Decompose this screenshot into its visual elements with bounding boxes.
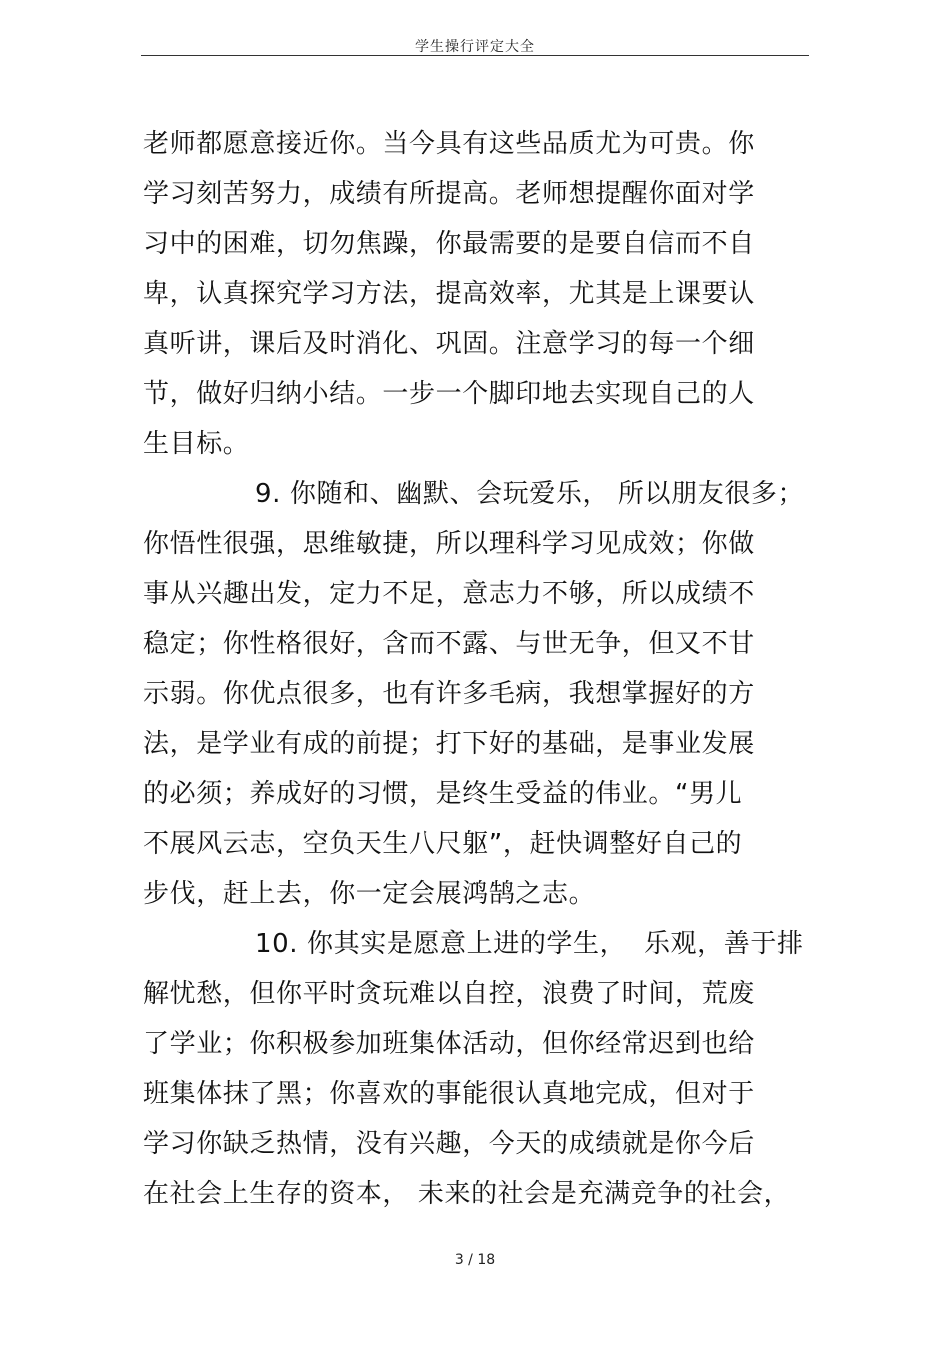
page-number: 3 / 18 — [454, 1252, 496, 1268]
text-line-3: 习中的困难，切勿焦躁，你最需要的是要自信而不自 — [143, 229, 755, 259]
text-line-4: 卑，认真探究学习方法，提高效率，尤其是上课要认 — [143, 279, 755, 309]
text-line-1: 老师都愿意接近你。当今具有这些品质尤为可贵。你 — [143, 129, 755, 159]
text-line-20: 班集体抹了黑；你喜欢的事能很认真地完成，但对于 — [143, 1079, 755, 1109]
paragraph-10-start: 10. 你其实是愿意上进的学生， 乐观，善于排 — [255, 929, 804, 959]
text-line-13: 法，是学业有成的前提；打下好的基础，是事业发展 — [143, 729, 755, 759]
text-line-18: 解忧愁，但你平时贪玩难以自控，浪费了时间，荒废 — [143, 979, 755, 1009]
text-line-7: 生目标。 — [143, 429, 250, 459]
text-line-19: 了学业；你积极参加班集体活动，但你经常迟到也给 — [143, 1029, 755, 1059]
text-line-11: 稳定；你性格很好，含而不露、与世无争，但又不甘 — [143, 629, 755, 659]
text-line-6: 节，做好归纳小结。一步一个脚印地去实现自己的人 — [143, 379, 755, 409]
document-body — [143, 119, 823, 1219]
text-line-22: 在社会上生存的资本， 未来的社会是充满竞争的社会， — [143, 1179, 791, 1209]
text-line-16: 步伐，赶上去，你一定会展鸿鹄之志。 — [143, 879, 596, 909]
paragraph-9-start: 9. 你随和、幽默、会玩爱乐， 所以朋友很多； — [255, 479, 805, 509]
text-line-14: 的必须；养成好的习惯，是终生受益的伟业。“男儿 — [143, 779, 743, 809]
text-line-2: 学习刻苦努力，成绩有所提高。老师想提醒你面对学 — [143, 179, 755, 209]
text-line-5: 真听讲，课后及时消化、巩固。注意学习的每一个细 — [143, 329, 755, 359]
header-divider — [141, 55, 809, 56]
text-line-15: 不展风云志，空负天生八尺躯”，赶快调整好自己的 — [143, 829, 743, 859]
text-line-12: 示弱。你优点很多，也有许多毛病，我想掌握好的方 — [143, 679, 755, 709]
page-header-title: 学生操行评定大全 — [415, 39, 535, 55]
text-line-9: 你悟性很强，思维敏捷，所以理科学习见成效；你做 — [143, 529, 755, 559]
text-line-21: 学习你缺乏热情，没有兴趣，今天的成绩就是你今后 — [143, 1129, 755, 1159]
text-line-10: 事从兴趣出发，定力不足，意志力不够，所以成绩不 — [143, 579, 755, 609]
